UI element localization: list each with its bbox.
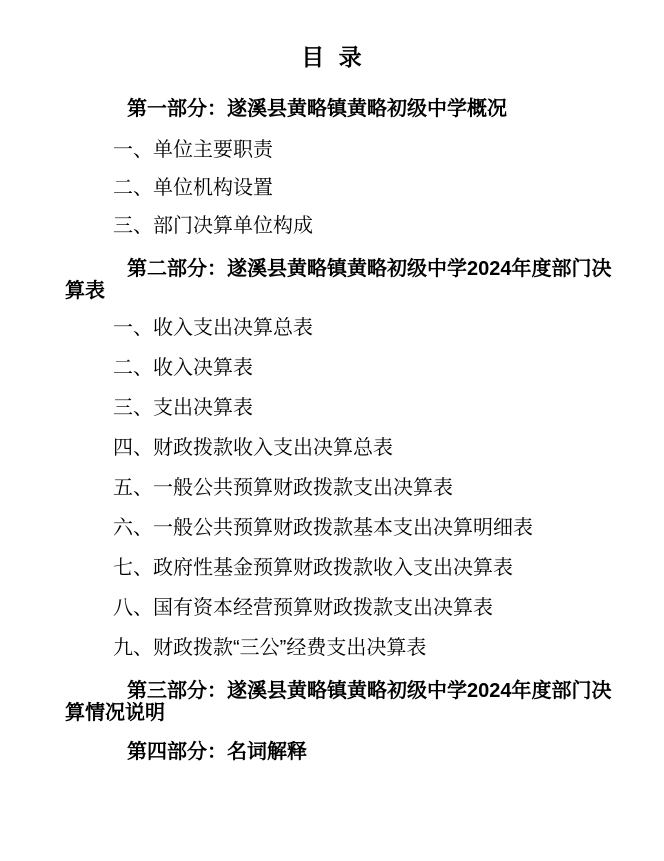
toc-item: 四、财政拨款收入支出决算总表	[113, 437, 393, 459]
section-heading-part4: 第四部分：名词解释	[127, 741, 307, 763]
toc-item: 一、收入支出决算总表	[113, 317, 313, 339]
toc-section-part3	[65, 680, 617, 724]
toc-item: 二、单位机构设置	[113, 177, 273, 199]
toc-section-part1	[65, 98, 617, 237]
section-heading-part2: 第二部分：遂溪县黄略镇黄略初级中学2024年度部门决算表	[65, 258, 612, 302]
toc-item: 三、部门决算单位构成	[113, 215, 313, 237]
section-heading-part3: 第三部分：遂溪县黄略镇黄略初级中学2024年度部门决算情况说明	[65, 680, 612, 724]
toc-section-part4	[65, 741, 617, 763]
toc-item: 三、支出决算表	[113, 397, 253, 419]
toc-item: 六、一般公共预算财政拨款基本支出决算明细表	[113, 517, 533, 539]
toc-content	[0, 98, 664, 763]
section-heading-part1: 第一部分：遂溪县黄略镇黄略初级中学概况	[127, 98, 507, 120]
toc-item: 二、收入决算表	[113, 357, 253, 379]
toc-item: 九、财政拨款“三公”经费支出决算表	[113, 637, 427, 659]
toc-item: 一、单位主要职责	[113, 139, 273, 161]
toc-section-part2	[65, 258, 617, 659]
toc-item: 八、国有资本经营预算财政拨款支出决算表	[113, 597, 493, 619]
toc-item: 五、一般公共预算财政拨款支出决算表	[113, 477, 453, 499]
toc-item: 七、政府性基金预算财政拨款收入支出决算表	[113, 557, 513, 579]
toc-title: 目 录	[301, 44, 363, 70]
